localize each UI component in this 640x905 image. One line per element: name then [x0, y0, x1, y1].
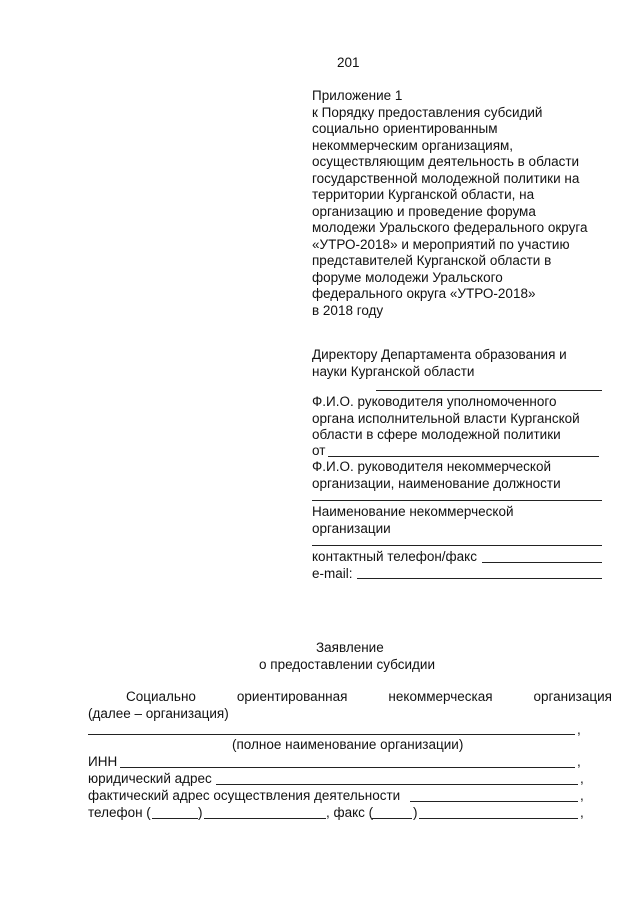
appendix-line: к Порядку предоставления субсидий [312, 104, 543, 120]
head-fio-caption: области в сфере молодежной политики [312, 427, 561, 442]
appendix-line: государственной молодежной политики на [312, 170, 580, 186]
appendix-line: Приложение 1 [312, 88, 403, 103]
full-name-fill-line [88, 734, 575, 735]
appendix-line: федерального округа «УТРО-2018» [312, 286, 536, 301]
phone-number-fill-line [204, 818, 326, 819]
contact-fill-line [482, 562, 602, 563]
org-head-fill-line [312, 500, 602, 501]
email-fill-line [357, 578, 602, 579]
head-fio-caption: органа исполнительной власти Курганской [312, 410, 580, 426]
statement-subtitle: о предоставлении субсидии [259, 657, 435, 672]
fax-comma: , [580, 805, 584, 820]
addressee-fill-line [376, 390, 602, 391]
actual-address-label: фактический адрес осуществления деятельности [88, 788, 401, 803]
org-name-caption: организации [312, 520, 391, 536]
addressee-to-line: науки Курганской области [312, 363, 475, 379]
appendix-line: организацию и проведение форума [312, 203, 536, 219]
appendix-line: территории Курганской области, на [312, 187, 535, 202]
fax-code-fill-line [372, 818, 412, 819]
appendix-line: некоммерческим организациям, [312, 137, 514, 153]
inn-label: ИНН [88, 754, 118, 769]
legal-address-label: юридический адрес [88, 771, 212, 786]
email-label: e-mail: [312, 565, 353, 581]
appendix-line: форуме молодежи Уральского [312, 269, 503, 285]
actual-address-fill-line [410, 801, 578, 802]
addressee-to-line: Директору Департамента образования и [312, 347, 567, 362]
fax-label: , факс ( [326, 805, 374, 820]
phone-close: ) [198, 805, 203, 820]
org-head-caption: организации, наименование должности [312, 475, 561, 491]
statement-title: Заявление [316, 640, 384, 655]
appendix-line: «УТРО-2018» и мероприятий по участию [312, 236, 570, 252]
fax-number-fill-line [419, 818, 578, 819]
inn-comma: , [577, 754, 581, 769]
phone-label: телефон ( [88, 805, 151, 820]
statement-intro [126, 689, 612, 705]
intro-word: ориентированная [236, 689, 348, 704]
head-fio-caption: Ф.И.О. руководителя уполномоченного [312, 394, 557, 409]
contact-label: контактный телефон/факс [312, 549, 477, 564]
org-head-caption: Ф.И.О. руководителя некоммерческой [312, 459, 552, 474]
from-label: от [312, 443, 326, 458]
appendix-line: представителей Курганской области в [312, 253, 552, 268]
statement-intro-line-2: (далее – организация) [88, 706, 229, 721]
intro-word: Социально [126, 689, 196, 704]
legal-address-fill-line [216, 784, 578, 785]
org-name-fill-line [312, 545, 602, 546]
appendix-line: молодежи Уральского федерального округа [312, 220, 588, 235]
fax-close: ) [413, 805, 418, 820]
page-number: 201 [337, 55, 360, 70]
full-name-comma: , [577, 722, 581, 737]
legal-address-comma: , [580, 771, 584, 786]
appendix-line: в 2018 году [312, 302, 384, 318]
appendix-line: осуществляющим деятельность в области [312, 154, 580, 169]
full-name-caption: (полное наименование организации) [232, 737, 464, 752]
intro-word: организация [533, 689, 612, 704]
phone-code-fill-line [152, 818, 198, 819]
intro-word: некоммерческая [388, 689, 493, 704]
actual-address-comma: , [580, 788, 584, 803]
org-name-caption: Наименование некоммерческой [312, 504, 514, 519]
appendix-line: социально ориентированным [312, 121, 498, 136]
inn-fill-line [120, 767, 575, 768]
from-fill-line [328, 456, 599, 457]
